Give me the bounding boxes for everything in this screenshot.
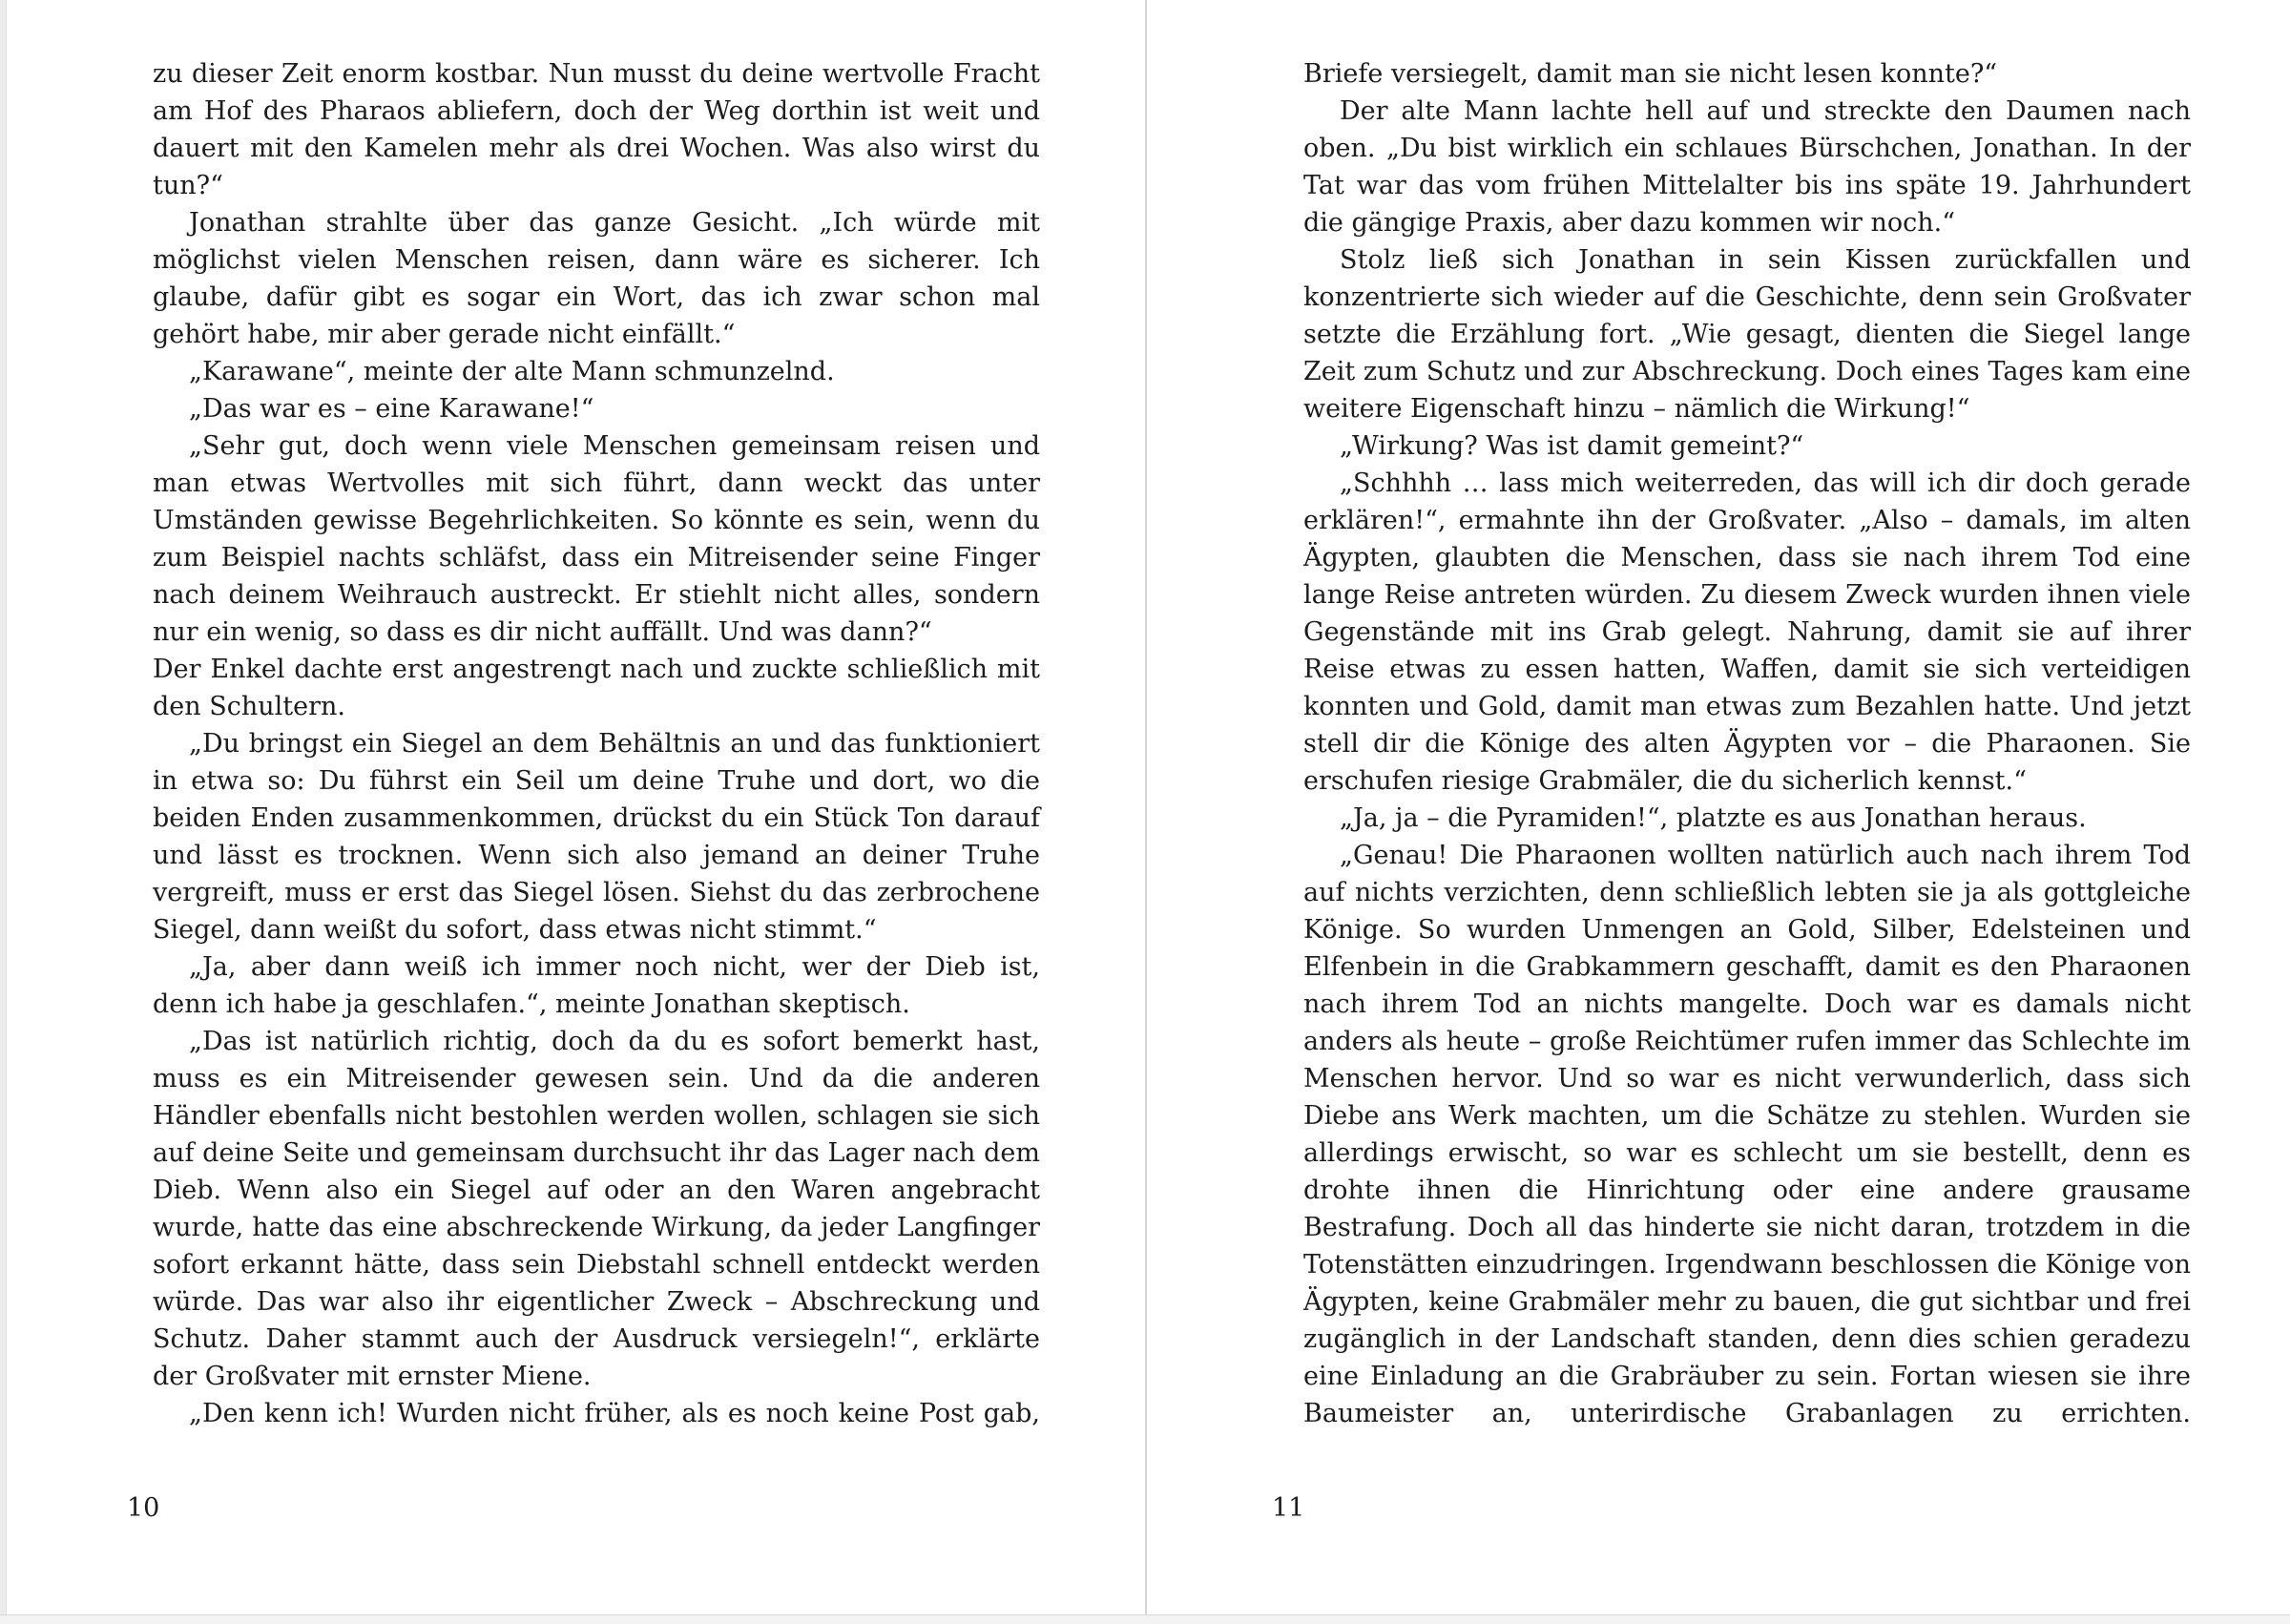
paragraph: Stolz ließ sich Jonathan in sein Kissen zurückfallen und konzentrierte sich wieder auf die Geschichte, denn sein Großvater setzte die Erzählung fort. „Wie gesagt, dienten die Siegel lange Zeit zum Schutz und zur Abschreckung. Doch eines Tages kam eine weitere Eigenschaft hinzu – nämlich die Wirkung!“	[1303, 245, 2191, 424]
page-left	[7, 0, 1145, 1614]
paragraph: zu dieser Zeit enorm kostbar. Nun musst du deine wertvolle Fracht am Hof des Pharaos abliefern, doch der Weg dorthin ist weit und dauert mit den Kamelen mehr als drei Wochen. Was also wirst du tun?“	[153, 59, 1040, 200]
page-number-right: 11	[1272, 1493, 1305, 1523]
paragraph: „Wirkung? Was ist damit gemeint?“	[1340, 431, 1804, 461]
paragraph: „Schhhh … lass mich weiterreden, das will ich dir doch gerade erklären!“, ermahnte ihn der Großvater. „Also – damals, im alten Ägypten, glaubten die Menschen, dass sie nach ihrem Tod eine lange Reise antreten würden. Zu diesem Zweck wurden ihnen viele Gegenstände mit ins Grab gelegt. Nahrung, damit sie auf ihrer Reise etwas zu essen hatten, Waffen, damit sie sich verteidigen konnten und Gold, damit man etwas zum Bezahlen hatte. Und jetzt stell dir die Könige des alten Ägypten vor – die Pharaonen. Sie erschufen riesige Grabmäler, die du sicherlich kennst.“	[1303, 468, 2191, 796]
paragraph: Der alte Mann lachte hell auf und streckte den Daumen nach oben. „Du bist wirklich ein schlaues Bürschchen, Jonathan. In der Tat war das vom frühen Mittelalter bis ins späte 19. Jahrhundert die gängige Praxis, aber dazu kommen wir noch.“	[1303, 96, 2191, 238]
paragraph: „Du bringst ein Siegel an dem Behältnis an und das funktioniert in etwa so: Du führst ein Seil um deine Truhe und dort, wo die beiden Enden zusammenkommen, drückst du ein Stück Ton darauf und lässt es trocknen. Wenn sich also jemand an deiner Truhe vergreift, muss er erst das Siegel lösen. Siehst du das zerbrochene Siegel, dann weißt du sofort, dass etwas nicht stimmt.“	[153, 729, 1040, 945]
paragraph: „Sehr gut, doch wenn viele Menschen gemeinsam reisen und man etwas Wertvolles mit sich führt, dann weckt das unter Umständen gewisse Begehrlichkeiten. So könnte es sein, wenn du zum Beispiel nachts schläfst, dass ein Mitreisender seine Finger nach deinem Weihrauch austreckt. Er stiehlt nicht alles, sondern nur ein wenig, so dass es dir nicht auffällt. Und was dann?“	[153, 431, 1040, 647]
paragraph: „Das ist natürlich richtig, doch da du es sofort bemerkt hast, muss es ein Mitreisender gewesen sein. Und da die anderen Händler ebenfalls nicht bestohlen werden wollen, schlagen sie sich auf deine Seite und gemeinsam durchsucht ihr das Lager nach dem Dieb. Wenn also ein Siegel auf oder an den Waren angebracht wurde, hatte das eine abschreckende Wirkung, da jeder Langfinger sofort erkannt hätte, dass sein Diebstahl schnell entdeckt werden würde. Das war also ihr eigentlicher Zweck – Abschreckung und Schutz. Daher stammt auch der Ausdruck versiegeln!“, erklärte der Großvater mit ernster Miene.	[153, 1027, 1040, 1391]
page-right-text-block	[1303, 55, 2191, 1432]
paragraph: „Das war es – eine Karawane!“	[189, 394, 594, 424]
paragraph: „Karawane“, meinte der alte Mann schmunzelnd.	[189, 357, 835, 386]
bottom-edge-shadow	[0, 1614, 2290, 1624]
paragraph: Briefe versiegelt, damit man sie nicht lesen konnte?“	[1303, 59, 1998, 89]
paragraph: Jonathan strahlte über das ganze Gesicht. „Ich würde mit möglichst vielen Menschen reisen, dann wäre es sicherer. Ich glaube, dafür gibt es sogar ein Wort, das ich zwar schon mal gehört habe, mir aber gerade nicht einfällt.“	[153, 208, 1040, 349]
page-right	[1147, 0, 2290, 1614]
paragraph: „Genau! Die Pharaonen wollten natürlich auch nach ihrem Tod auf nichts verzichten, denn schließlich lebten sie ja als gottgleiche Könige. So wurden Unmengen an Gold, Silber, Edelsteinen und Elfenbein in die Grabkammern geschafft, damit es den Pharaonen nach ihrem Tod an nichts mangelte. Doch war es damals nicht anders als heute – große Reichtümer rufen immer das Schlechte im Menschen hervor. Und so war es nicht verwunderlich, dass sich Diebe ans Werk machten, um die Schätze zu stehlen. Wurden sie allerdings erwischt, so war es schlecht um sie bestellt, denn es drohte ihnen die Hinrichtung oder eine andere grausame Bestrafung. Doch all das hinderte sie nicht daran, trotzdem in die Totenstätten einzudringen. Irgendwann beschlossen die Könige von Ägypten, keine Grabmäler mehr zu bauen, die gut sichtbar und frei zugänglich in der Landschaft standen, denn dies schien geradezu eine Einladung an die Grabräuber zu sein. Fortan wiesen sie ihre Baumeister an, unterirdische Grabanlagen zu errichten.	[1303, 841, 2191, 1428]
left-edge-shadow	[0, 0, 7, 1624]
paragraph: „Ja, aber dann weiß ich immer noch nicht, wer der Dieb ist, denn ich habe ja geschlafen.“, meinte Jonathan skeptisch.	[153, 952, 1040, 1019]
page-left-text-block	[153, 55, 1040, 1432]
page-number-left: 10	[127, 1493, 160, 1523]
paragraph: Der Enkel dachte erst angestrengt nach und zuckte schließlich mit den Schultern.	[153, 655, 1040, 721]
paragraph: „Den kenn ich! Wurden nicht früher, als es noch keine Post gab,	[189, 1399, 1040, 1428]
paragraph: „Ja, ja – die Pyramiden!“, platzte es aus Jonathan heraus.	[1340, 803, 2087, 833]
